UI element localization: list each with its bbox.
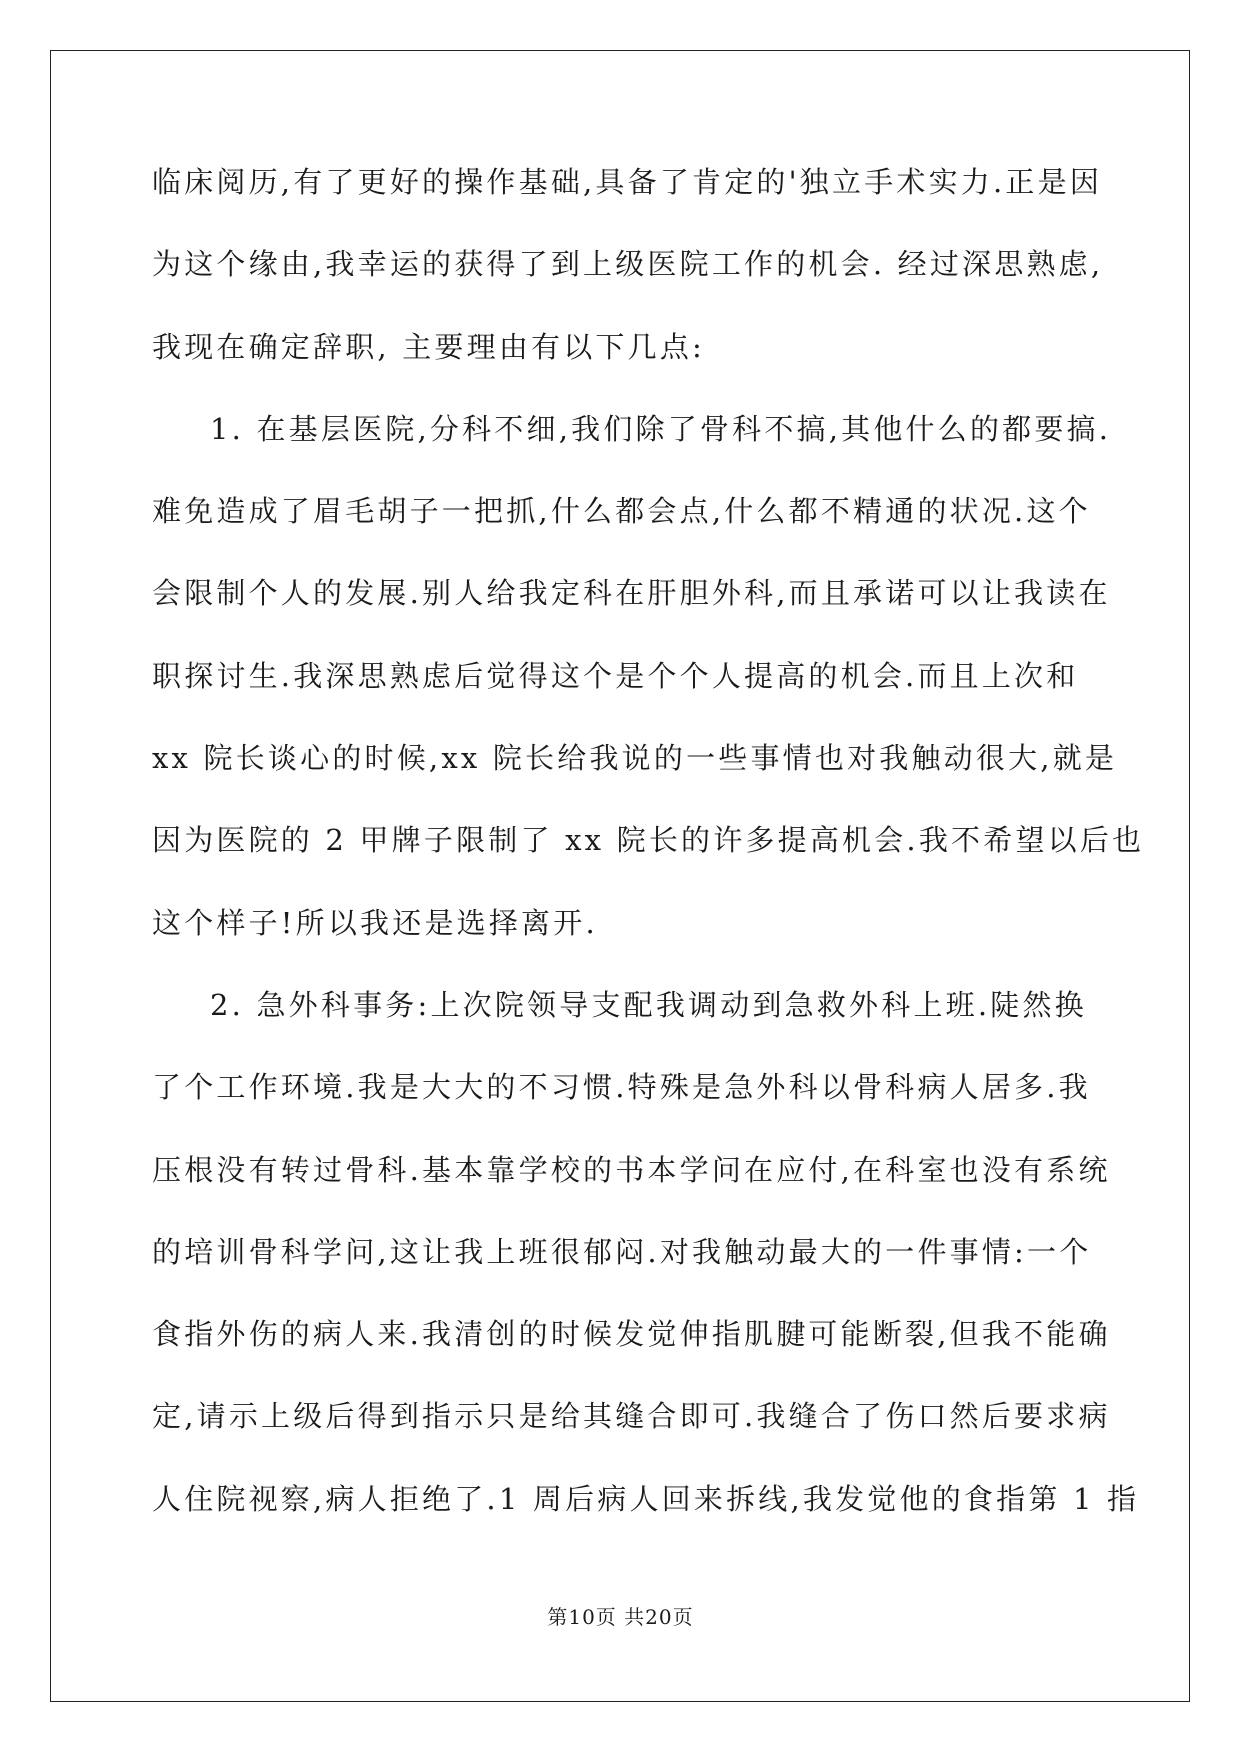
numbered-paragraph-start: 1. 在基层医院,分科不细,我们除了骨科不搞,其他什么的都要搞. xyxy=(210,411,1112,446)
text-line: 会限制个人的发展.别人给我定科在肝胆外科,而且承诺可以让我读在 xyxy=(152,576,1111,611)
text-line: xx 院长谈心的时候,xx 院长给我说的一些事情也对我触动很大,就是 xyxy=(152,741,1118,776)
text-line: 职探讨生.我深思熟虑后觉得这个是个个人提高的机会.而且上次和 xyxy=(152,658,1079,693)
text-line: 食指外伤的病人来.我清创的时候发觉伸指肌腱可能断裂,但我不能确 xyxy=(152,1317,1111,1352)
text-line: 因为医院的 2 甲牌子限制了 xx 院长的许多提高机会.我不希望以后也 xyxy=(152,823,1145,858)
numbered-paragraph-start: 2. 急外科事务:上次院领导支配我调动到急救外科上班.陡然换 xyxy=(210,987,1087,1022)
text-line: 为这个缘由,我幸运的获得了到上级医院工作的机会. 经过深思熟虑, xyxy=(152,247,1104,282)
document-body xyxy=(152,162,1145,1561)
text-line: 了个工作环境.我是大大的不习惯.特殊是急外科以骨科病人居多.我 xyxy=(152,1070,1091,1105)
text-line: 的培训骨科学问,这让我上班很郁闷.对我触动最大的一件事情:一个 xyxy=(152,1234,1092,1269)
text-line: 我现在确定辞职, 主要理由有以下几点: xyxy=(152,329,706,364)
page-number-footer: 第10页 共20页 xyxy=(547,1605,694,1629)
text-line: 临床阅历,有了更好的操作基础,具备了肯定的'独立手术实力.正是因 xyxy=(152,165,1103,199)
text-line: 压根没有转过骨科.基本靠学校的书本学问在应付,在科室也没有系统 xyxy=(152,1152,1111,1187)
text-line: 定,请示上级后得到指示只是给其缝合即可.我缝合了伤口然后要求病 xyxy=(152,1399,1111,1434)
text-line: 人住院视察,病人拒绝了.1 周后病人回来拆线,我发觉他的食指第 1 指 xyxy=(152,1481,1140,1516)
text-line: 难免造成了眉毛胡子一把抓,什么都会点,什么都不精通的状况.这个 xyxy=(152,494,1091,529)
text-line: 这个样子!所以我还是选择离开. xyxy=(152,905,598,940)
